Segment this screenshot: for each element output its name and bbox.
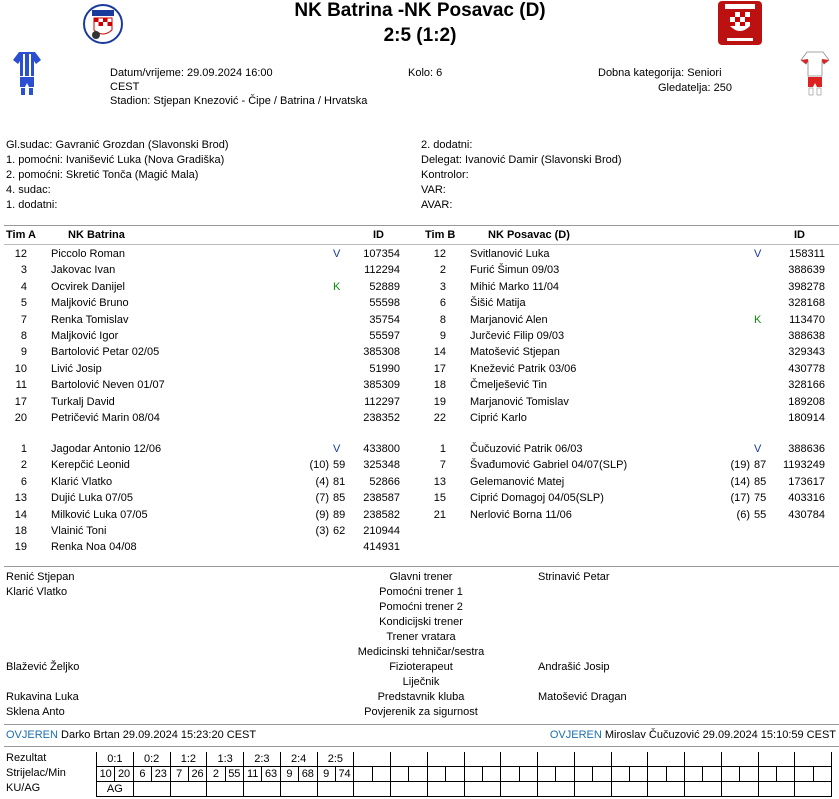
official-line: Gl.sudac: Gavranić Grozdan (Slavonski Brod) (6, 139, 229, 151)
score-cell: 2:3 (244, 752, 281, 767)
player-row (0, 361, 839, 377)
player-number: 9 (439, 330, 446, 342)
player-number: 17 (433, 362, 446, 375)
scorer-cell (556, 767, 574, 782)
player-row (0, 394, 839, 410)
player-name: Maljković Bruno (51, 297, 129, 310)
official-line: 1. dodatni: (6, 199, 58, 211)
scorer-cell (372, 767, 390, 782)
player-id: 112294 (364, 264, 400, 277)
official-line: VAR: (421, 184, 446, 196)
captain-badge: K (333, 280, 341, 293)
player-id: 238352 (363, 412, 400, 424)
scorer-cell (482, 767, 500, 782)
player-id: 388639 (788, 264, 825, 277)
kuag-cell (538, 782, 575, 797)
player-row (0, 262, 839, 278)
player-id: 398278 (788, 280, 825, 293)
staff-role: Trener vratara (386, 631, 456, 643)
score-cell: 1:2 (170, 752, 207, 767)
score-cell (427, 752, 464, 767)
score-cell (685, 752, 722, 767)
player-row (0, 295, 839, 311)
player-id: 113470 (789, 313, 825, 326)
official-line: Delegat: Ivanović Damir (Slavonski Brod) (421, 154, 622, 166)
player-number: 18 (433, 379, 446, 392)
player-name: Čmelješević Tin (470, 379, 548, 392)
player-name: Klarić Vlatko (51, 475, 113, 488)
verified-label: OVJEREN (6, 729, 58, 741)
verified-label: OVJEREN (549, 729, 602, 741)
scorer-cell: 20 (115, 767, 133, 782)
player-number: 17 (14, 395, 27, 408)
divider (4, 746, 839, 747)
player-id: 328166 (788, 379, 825, 392)
player-number: 13 (14, 492, 27, 505)
scorer-cell (703, 767, 721, 782)
player-name: Bartolović Neven 01/07 (51, 379, 165, 392)
player-id: 1193249 (782, 459, 825, 472)
sub-minute: 55 (754, 508, 767, 521)
player-id: 325348 (363, 459, 400, 472)
scorer-cell (501, 767, 519, 782)
player-id: 238587 (363, 492, 400, 505)
player-number: 11 (15, 379, 27, 392)
scorer-cell: 11 (244, 767, 262, 782)
away-club-logo (717, 0, 763, 46)
player-number: 18 (14, 525, 27, 537)
kuag-cell (685, 782, 722, 797)
scorer-cell (776, 767, 794, 782)
score-cell (721, 752, 758, 767)
sub-row (0, 474, 839, 490)
scorer-cell: 7 (170, 767, 188, 782)
player-number: 19 (433, 395, 446, 408)
sub-minute: 75 (754, 492, 767, 505)
scorer-cell (519, 767, 537, 782)
scorer-cell (354, 767, 372, 782)
kuag-cell (170, 782, 207, 797)
scorer-cell (538, 767, 556, 782)
kuag-cell (611, 782, 648, 797)
spectators: Gledatelja: 250 (658, 82, 732, 94)
goalkeeper-badge: V (333, 443, 341, 455)
scorer-cell (758, 767, 776, 782)
player-id: 430784 (788, 508, 825, 521)
player-name: Renka Tomislav (51, 313, 129, 326)
player-name: Jakovac Ivan (51, 264, 116, 277)
player-id: 414931 (363, 541, 400, 554)
player-name: Svitlanović Luka (470, 248, 550, 260)
scorer-cell: 23 (152, 767, 170, 782)
official-line: 4. sudac: (6, 184, 51, 196)
player-name: Renka Noa 04/08 (51, 541, 137, 554)
scorer-cell: 2 (207, 767, 225, 782)
player-row (0, 344, 839, 360)
score-cell (464, 752, 501, 767)
score-cell (538, 752, 575, 767)
sub-minute: 62 (333, 525, 346, 537)
player-row (0, 246, 839, 262)
sub-row (0, 457, 839, 473)
sub-minute: 87 (754, 459, 767, 472)
player-id: 55597 (369, 330, 400, 342)
home-club-logo (82, 2, 124, 44)
sub-replaced: (4) (315, 475, 329, 488)
team-b-name: NK Posavac (D) (488, 229, 570, 241)
kuag-cell (280, 782, 317, 797)
score-cell (611, 752, 648, 767)
player-number: 8 (20, 330, 27, 342)
player-id: 189208 (788, 395, 825, 408)
scorer-cell: 55 (225, 767, 243, 782)
sub-minute: 81 (333, 475, 346, 488)
scorer-cell (611, 767, 629, 782)
kuag-cell (207, 782, 244, 797)
scorer-cell (409, 767, 427, 782)
player-name: Matošević Stjepan (470, 346, 560, 359)
captain-badge: K (754, 313, 762, 326)
scorer-cell (446, 767, 464, 782)
goalkeeper-badge: V (333, 248, 341, 260)
player-name: Šišić Matija (470, 297, 526, 310)
score-cell: 1:3 (207, 752, 244, 767)
player-id: 52866 (369, 475, 400, 488)
goalkeeper-badge: V (754, 248, 762, 260)
player-row (0, 312, 839, 328)
kuag-cell (574, 782, 611, 797)
player-id: 180914 (788, 412, 825, 424)
score-cell (795, 752, 832, 767)
player-number: 7 (439, 459, 446, 472)
sub-replaced: (3) (315, 525, 329, 537)
team-header-underline (4, 244, 839, 245)
player-name: Marjanović Tomislav (470, 395, 569, 408)
player-number: 12 (14, 248, 27, 260)
scorer-cell: 9 (280, 767, 298, 782)
kuag-cell (758, 782, 795, 797)
player-id: 385309 (363, 379, 400, 392)
player-name: Ciprić Karlo (470, 412, 527, 424)
kuag-cell (317, 782, 354, 797)
scorer-cell (464, 767, 482, 782)
player-id: 430778 (788, 362, 825, 375)
player-number: 2 (20, 459, 27, 472)
match-timezone: CEST (110, 81, 140, 93)
verified-by: Miroslav Čučuzović 29.09.2024 15:10:59 CEST (604, 729, 836, 741)
kuag-cell (721, 782, 758, 797)
staff-role: Medicinski tehničar/sestra (357, 646, 485, 658)
player-name: Čučuzović Patrik 06/03 (470, 443, 583, 455)
player-number: 20 (14, 412, 27, 424)
player-id: 52889 (369, 280, 400, 293)
staff-name-home: Sklena Anto (6, 706, 65, 718)
official-line: 1. pomoćni: Ivanišević Luka (Nova Gradiška) (6, 154, 225, 166)
scorer-cell (574, 767, 592, 782)
staff-name-home: Rukavina Luka (6, 691, 79, 703)
player-id: 51990 (369, 362, 400, 375)
player-name: Livić Josip (51, 362, 102, 375)
official-line: 2. pomoćni: Skretić Tonča (Magić Mala) (6, 169, 199, 181)
kuag-cell (648, 782, 685, 797)
player-id: 35754 (369, 313, 400, 326)
score-cell (758, 752, 795, 767)
staff-role: Povjerenik za sigurnost (364, 706, 478, 718)
scorer-cell (593, 767, 611, 782)
player-name: Turkalj David (51, 395, 115, 408)
kuag-cell (501, 782, 538, 797)
staff-name-away: Andrašić Josip (538, 661, 610, 673)
scorer-cell (427, 767, 445, 782)
match-round: Kolo: 6 (408, 67, 443, 79)
player-number: 19 (14, 541, 27, 554)
staff-role: Predstavnik kluba (377, 691, 465, 703)
kuag-cell (244, 782, 281, 797)
scorer-row-label: Strijelac/Min (6, 767, 66, 779)
player-id: 388638 (788, 330, 825, 342)
staff-name-away: Matošević Dragan (538, 691, 627, 703)
player-name: Petričević Marin 08/04 (51, 412, 160, 424)
player-name: Nerlović Borna 11/06 (470, 508, 572, 521)
player-number: 14 (14, 508, 27, 521)
sub-row (0, 441, 839, 457)
team-b-label: Tim B (425, 229, 456, 241)
team-a-name: NK Batrina (68, 229, 125, 241)
staff-role: Fizioterapeut (389, 661, 453, 673)
official-line: 2. dodatni: (421, 139, 473, 151)
player-number: 1 (20, 443, 27, 455)
scorer-cell: 63 (262, 767, 280, 782)
sub-row (0, 523, 839, 539)
score-cell (574, 752, 611, 767)
player-id: 433800 (363, 443, 400, 455)
official-line: Kontrolor: (421, 169, 469, 181)
player-name: Maljković Igor (51, 330, 119, 342)
player-name: Milković Luka 07/05 (51, 508, 148, 521)
staff-role: Pomoćni trener 1 (379, 586, 463, 598)
kuag-cell: AG (97, 782, 134, 797)
verification-home (6, 729, 256, 741)
sub-minute: 85 (754, 475, 767, 488)
player-number: 1 (439, 443, 446, 455)
player-id: 158311 (789, 248, 825, 260)
player-number: 3 (20, 264, 27, 277)
score-cell: 2:5 (317, 752, 354, 767)
kuag-cell (427, 782, 464, 797)
scorer-cell: 6 (133, 767, 151, 782)
kuag-cell (795, 782, 832, 797)
scorer-cell (740, 767, 758, 782)
player-number: 4 (20, 280, 27, 293)
score-cell: 2:4 (280, 752, 317, 767)
sub-replaced: (6) (736, 508, 750, 521)
score-cell (501, 752, 538, 767)
player-number: 21 (433, 508, 446, 521)
score-cell (391, 752, 428, 767)
player-name: Marjanović Alen (470, 313, 548, 326)
result-row-label: Rezultat (6, 752, 47, 764)
player-id: 173617 (788, 475, 825, 488)
match-stadium: Stadion: Stjepan Knezović - Čipe / Batrina / Hrvatska (110, 95, 368, 107)
goalkeeper-badge: V (754, 443, 762, 455)
divider (4, 566, 839, 567)
player-name: Knežević Patrik 03/06 (470, 362, 577, 375)
player-id: 55598 (369, 297, 400, 310)
player-number: 5 (20, 297, 27, 310)
staff-name-away: Strinavić Petar (538, 571, 610, 583)
official-line: AVAR: (421, 199, 453, 211)
team-a-id-header: ID (373, 229, 384, 241)
scorer-cell: 10 (97, 767, 115, 782)
player-name: Gelemanović Matej (470, 475, 565, 488)
kuag-cell (133, 782, 170, 797)
player-number: 7 (20, 313, 27, 326)
staff-name-home: Klarić Vlatko (6, 586, 68, 598)
away-kit-icon (800, 50, 830, 96)
player-name: Vlainić Toni (51, 525, 107, 537)
player-number: 10 (14, 362, 27, 375)
score-cell: 0:1 (97, 752, 134, 767)
player-name: Mihić Marko 11/04 (470, 280, 560, 293)
player-id: 403316 (788, 492, 825, 505)
sub-replaced: (17) (730, 492, 750, 505)
player-name: Kerepčić Leonid (51, 459, 130, 472)
player-name: Jagodar Antonio 12/06 (51, 443, 162, 455)
kuag-cell (464, 782, 501, 797)
match-title: NK Batrina -NK Posavac (D) (294, 0, 546, 21)
player-name: Piccolo Roman (51, 248, 125, 260)
score-cell (648, 752, 685, 767)
player-id: 329343 (788, 346, 825, 359)
sub-replaced: (19) (730, 459, 750, 472)
player-name: Bartolović Petar 02/05 (51, 346, 160, 359)
player-number: 22 (433, 412, 446, 424)
sub-minute: 85 (333, 492, 346, 505)
sub-row (0, 507, 839, 523)
player-name: Jurčević Filip 09/03 (470, 330, 565, 342)
scorer-cell: 9 (317, 767, 335, 782)
staff-name-home: Blažević Željko (6, 661, 80, 673)
sub-row (0, 490, 839, 506)
divider (4, 225, 839, 226)
verification-away (500, 729, 836, 741)
scorer-cell (666, 767, 684, 782)
scorer-cell (629, 767, 647, 782)
player-number: 9 (20, 346, 27, 359)
player-id: 210944 (363, 525, 400, 537)
scorer-cell (813, 767, 831, 782)
player-number: 8 (439, 313, 446, 326)
player-number: 6 (439, 297, 446, 310)
staff-role: Liječnik (402, 676, 440, 688)
player-number: 13 (433, 475, 446, 488)
player-name: Ocvirek Danijel (51, 280, 125, 293)
player-id: 112297 (364, 395, 400, 408)
player-id: 388636 (788, 443, 825, 455)
player-row (0, 410, 839, 426)
scorer-cell: 26 (188, 767, 206, 782)
kuag-cell (391, 782, 428, 797)
scorer-cell: 68 (299, 767, 317, 782)
team-b-id-header: ID (794, 229, 805, 241)
player-number: 6 (20, 475, 27, 488)
player-id: 238582 (363, 508, 400, 521)
player-id: 385308 (363, 346, 400, 359)
sub-replaced: (7) (315, 492, 329, 505)
player-number: 3 (439, 280, 446, 293)
sub-replaced: (10) (309, 459, 329, 472)
home-kit-icon (12, 50, 42, 96)
scorer-cell (795, 767, 813, 782)
verified-by: Darko Brtan 29.09.2024 15:23:20 CEST (61, 729, 257, 741)
player-number: 14 (433, 346, 446, 359)
player-name: Ciprić Domagoj 04/05(SLP) (470, 492, 604, 505)
scorer-cell (648, 767, 666, 782)
staff-role: Pomoćni trener 2 (379, 601, 463, 613)
player-number: 2 (439, 264, 446, 277)
player-row (0, 328, 839, 344)
player-id: 107354 (363, 248, 400, 260)
sub-row (0, 539, 839, 555)
player-number: 15 (433, 492, 446, 505)
kuag-row-label: KU/AG (6, 782, 41, 794)
player-row (0, 377, 839, 393)
sub-minute: 59 (333, 459, 346, 472)
staff-role: Kondicijski trener (379, 616, 463, 628)
player-name: Furić Šimun 09/03 (470, 264, 560, 277)
staff-name-home: Renić Stjepan (6, 571, 75, 583)
team-a-label: Tim A (6, 229, 36, 241)
result-table (96, 752, 832, 797)
player-number: 12 (433, 248, 446, 260)
sub-replaced: (14) (730, 475, 750, 488)
divider (4, 724, 839, 725)
score-cell (354, 752, 391, 767)
scorer-cell: 74 (335, 767, 353, 782)
score-cell: 0:2 (133, 752, 170, 767)
sub-replaced: (9) (315, 508, 329, 521)
kuag-cell (354, 782, 391, 797)
scorer-cell (685, 767, 703, 782)
player-name: Dujić Luka 07/05 (51, 492, 133, 505)
scorer-cell (721, 767, 739, 782)
staff-role: Glavni trener (389, 571, 453, 583)
player-id: 328168 (788, 297, 825, 310)
match-datetime: Datum/vrijeme: 29.09.2024 16:00 (110, 67, 273, 79)
player-name: Švađumović Gabriel 04/07(SLP) (470, 459, 628, 472)
match-score: 2:5 (1:2) (383, 25, 457, 46)
sub-minute: 89 (333, 508, 346, 521)
age-category: Dobna kategorija: Seniori (598, 67, 722, 79)
scorer-cell (391, 767, 409, 782)
player-row (0, 279, 839, 295)
